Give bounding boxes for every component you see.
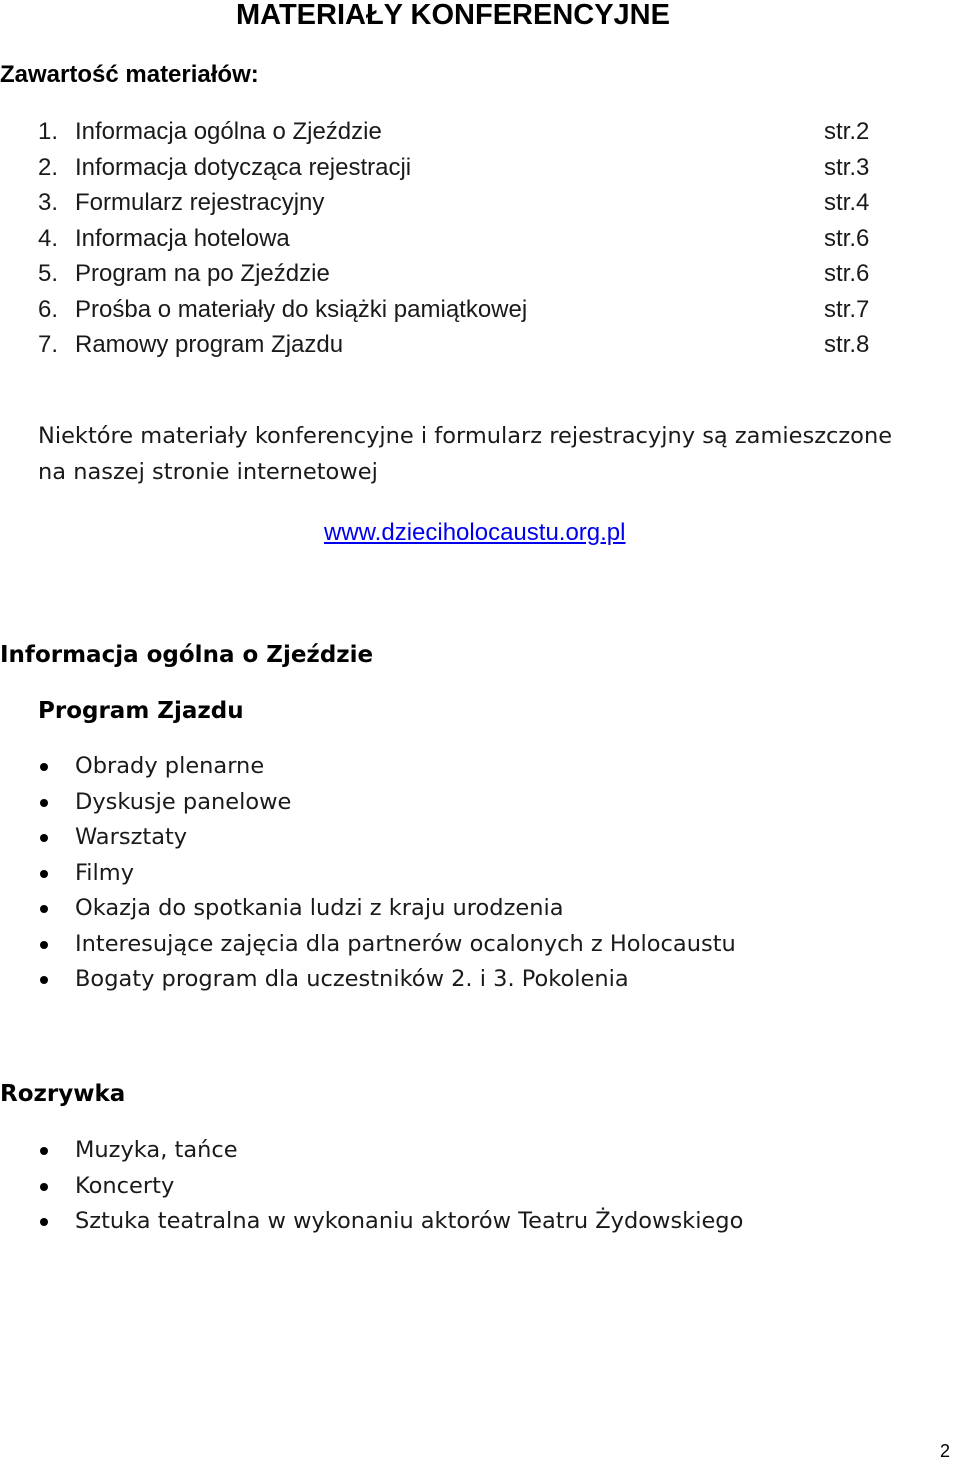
website-note: Niektóre materiały konferencyjne i formularz rejestracyjny są zamieszczone na naszej stronie internetowej <box>38 423 893 485</box>
bullet-icon <box>40 763 48 771</box>
list-item-text: Koncerty <box>75 1172 175 1199</box>
list-item <box>0 962 900 998</box>
section-heading-general-info: Informacja ogólna o Zjeździe <box>0 642 374 668</box>
toc-item-page: str.2 <box>824 118 870 145</box>
list-item <box>0 927 900 963</box>
toc-item-page: str.6 <box>824 260 870 287</box>
toc-item-number: 6. <box>38 295 59 323</box>
list-item-text: Filmy <box>75 859 135 886</box>
table-of-contents <box>38 114 888 363</box>
toc-item-page: str.7 <box>824 295 870 323</box>
list-item <box>0 1169 900 1205</box>
section-heading-entertainment: Rozrywka <box>0 1081 126 1107</box>
list-item-text: Dyskusje panelowe <box>75 788 292 815</box>
website-link[interactable]: www.dzieciholocaustu.org.pl <box>324 519 626 546</box>
bullet-icon <box>40 941 48 949</box>
toc-item-page: str.4 <box>824 189 870 216</box>
bullet-icon <box>40 1183 48 1191</box>
list-item <box>0 1133 900 1169</box>
bullet-icon <box>40 834 48 842</box>
toc-item-page: str.6 <box>824 224 870 252</box>
document-title: MATERIAŁY KONFERENCYJNE <box>236 0 670 31</box>
bullet-icon <box>40 976 48 984</box>
toc-item-number: 5. <box>38 260 59 287</box>
list-item <box>0 1204 900 1240</box>
entertainment-list <box>0 1133 900 1240</box>
list-item <box>0 785 900 821</box>
list-item-text: Warsztaty <box>75 824 188 850</box>
toc-item-label: Ramowy program Zjazdu <box>75 331 344 358</box>
bullet-icon <box>40 799 48 807</box>
toc-item <box>38 150 888 186</box>
page-number: 2 <box>940 1441 951 1461</box>
toc-item-label: Informacja ogólna o Zjeździe <box>75 118 382 145</box>
toc-item-number: 1. <box>38 118 59 145</box>
list-item-text: Okazja do spotkania ludzi z kraju urodzenia <box>75 895 564 921</box>
toc-item <box>38 185 888 221</box>
toc-item <box>38 327 888 363</box>
list-item <box>0 856 900 892</box>
toc-item-label: Prośba o materiały do książki pamiątkowej <box>75 295 528 323</box>
program-list <box>0 749 900 998</box>
toc-item-label: Informacja dotycząca rejestracji <box>75 153 412 181</box>
toc-item <box>38 256 888 292</box>
toc-item-label: Program na po Zjeździe <box>75 260 330 287</box>
list-item <box>0 749 900 785</box>
bullet-icon <box>40 870 48 878</box>
subheading-program: Program Zjazdu <box>38 698 244 724</box>
list-item-text: Sztuka teatralna w wykonaniu aktorów Teatru Żydowskiego <box>75 1208 744 1234</box>
toc-item <box>38 292 888 328</box>
bullet-icon <box>40 1147 48 1155</box>
list-item-text: Obrady plenarne <box>75 753 265 779</box>
toc-item-page: str.8 <box>824 331 870 358</box>
bullet-icon <box>40 905 48 913</box>
list-item-text: Interesujące zajęcia dla partnerów ocalonych z Holocaustu <box>75 930 736 957</box>
toc-item-number: 2. <box>38 153 59 181</box>
bullet-icon <box>40 1218 48 1226</box>
list-item <box>0 891 900 927</box>
toc-item-label: Formularz rejestracyjny <box>75 189 325 216</box>
toc-item-page: str.3 <box>824 153 870 181</box>
toc-item <box>38 221 888 257</box>
toc-item <box>38 114 888 150</box>
list-item <box>0 820 900 856</box>
list-item-text: Bogaty program dla uczestników 2. i 3. Pokolenia <box>75 966 629 992</box>
toc-heading: Zawartość materiałów: <box>0 61 259 88</box>
toc-item-label: Informacja hotelowa <box>75 224 290 252</box>
list-item-text: Muzyka, tańce <box>75 1137 238 1163</box>
toc-item-number: 3. <box>38 189 59 216</box>
toc-item-number: 7. <box>38 331 59 358</box>
toc-item-number: 4. <box>38 224 59 252</box>
